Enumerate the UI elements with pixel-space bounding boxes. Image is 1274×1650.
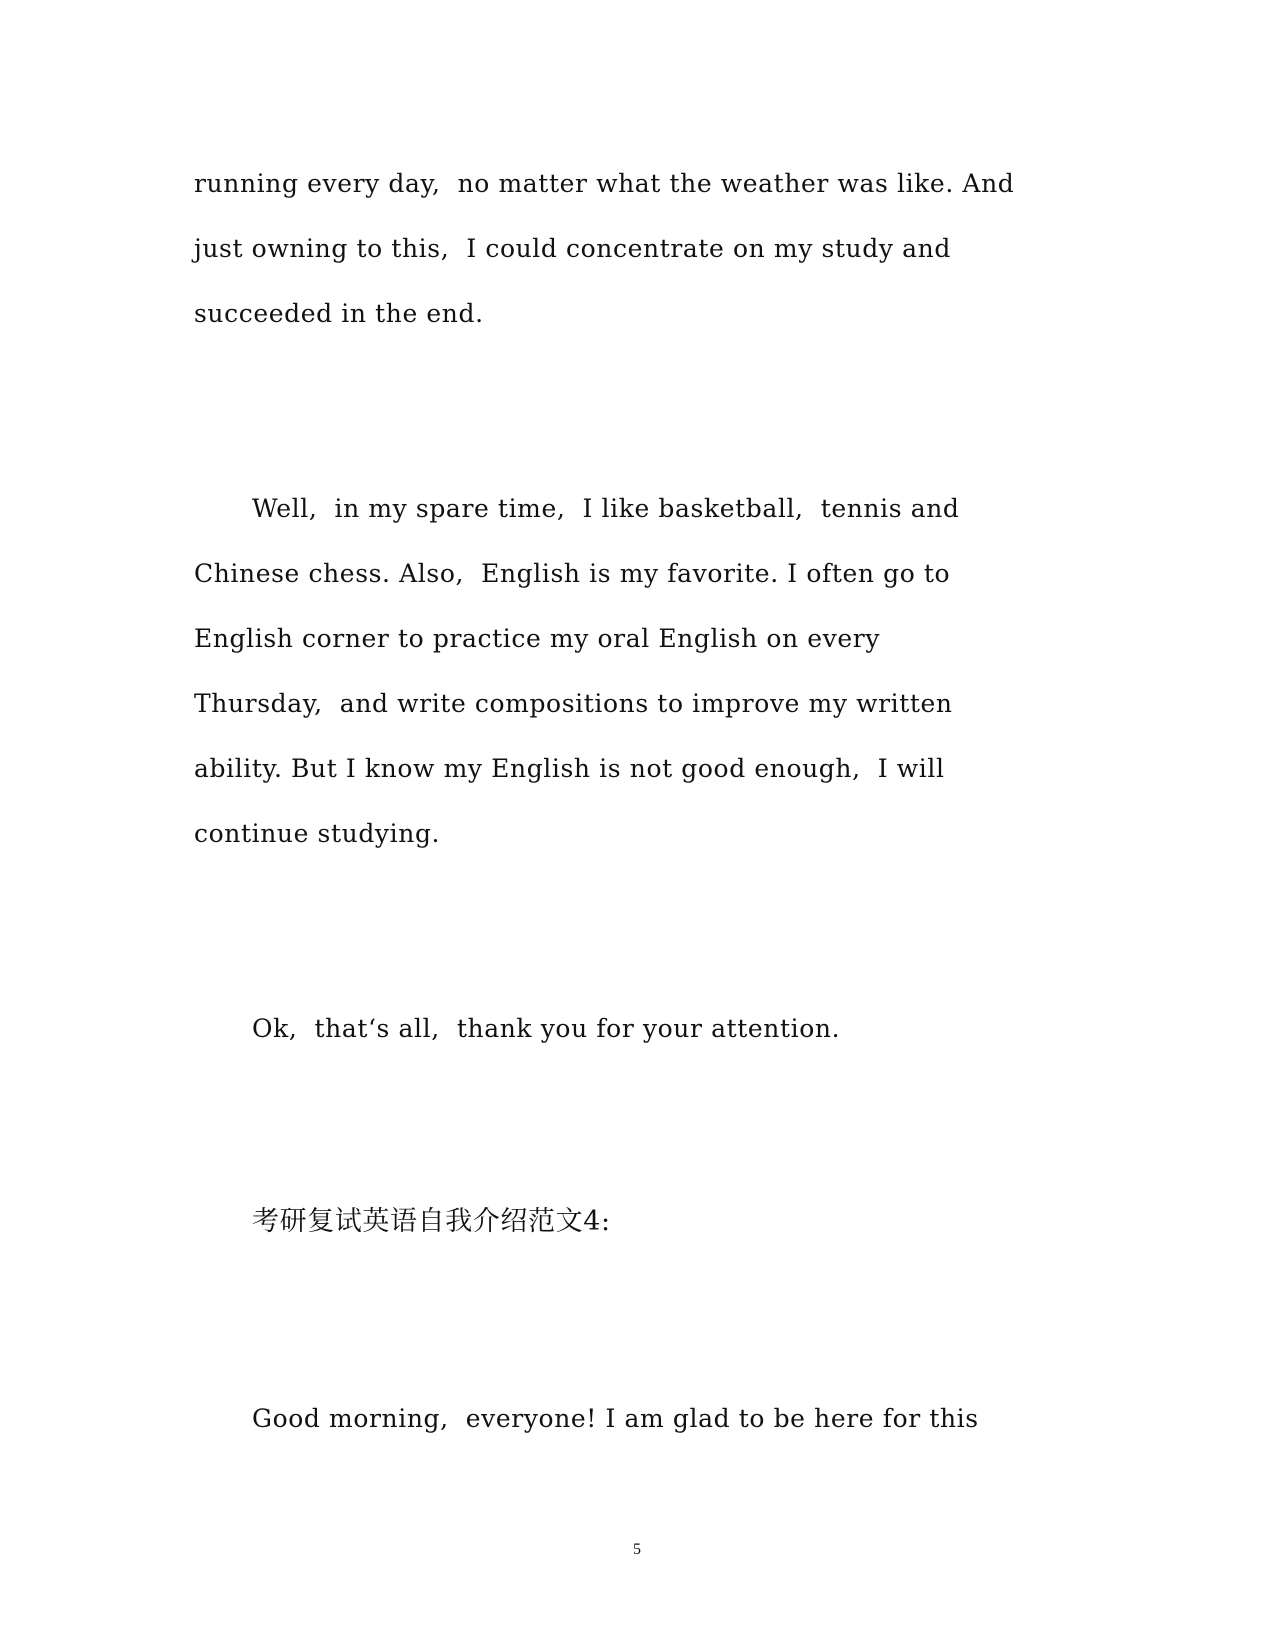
section-heading: 考研复试英语自我介绍范文4: [252,1206,611,1237]
paragraph-1-line-3: succeeded in the end. [194,299,484,328]
paragraph-2-line-4: Thursday, and write compositions to improve my written [194,689,953,718]
paragraph-2-line-5: ability. But I know my English is not good enough, I will [194,754,945,783]
paragraph-2-line-1: Well, in my spare time, I like basketball, tennis and [252,494,960,523]
paragraph-2-line-2: Chinese chess. Also, English is my favorite. I often go to [194,559,951,588]
paragraph-3-line-1: Ok, that‘s all, thank you for your attention. [252,1014,841,1043]
paragraph-5-line-1: Good morning, everyone! I am glad to be here for this [252,1404,979,1433]
paragraph-2-line-3: English corner to practice my oral English on every [194,624,881,653]
paragraph-2-line-6: continue studying. [194,819,441,848]
page-number: 5 [633,1541,641,1558]
paragraph-1-line-2: just owning to this, I could concentrate on my study and [194,234,951,263]
paragraph-1-line-1: running every day, no matter what the weather was like. And [194,169,1015,198]
